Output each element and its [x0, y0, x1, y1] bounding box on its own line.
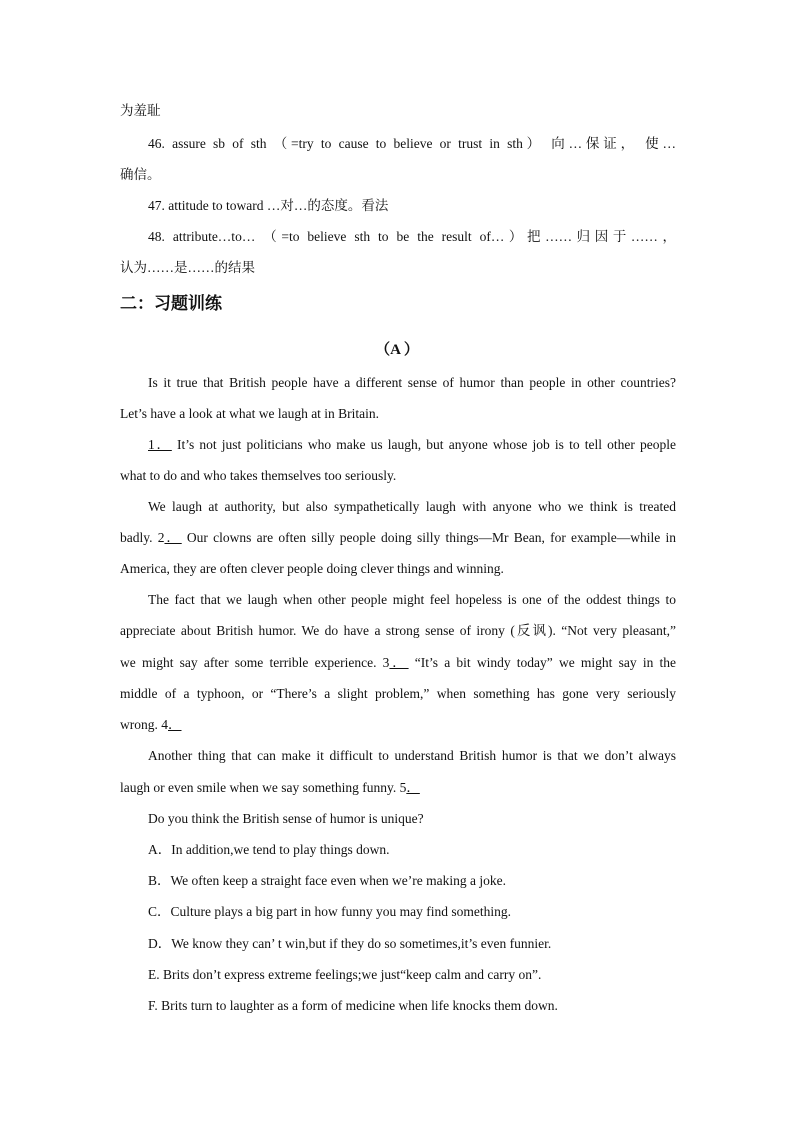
option-d: D．We know they can’ t win,but if they do so sometimes,it’s even funnier.: [148, 936, 552, 951]
passage-p6: Do you think the British sense of humor is unique?: [148, 811, 424, 826]
passage-p5-line2: [120, 778, 676, 798]
passage-p1-line1: Is it true that British people have a different sense of humor than people in other countries?: [148, 375, 676, 390]
passage-p4-line3: [120, 653, 676, 673]
option-f: F. Brits turn to laughter as a form of medicine when life knocks them down.: [148, 998, 558, 1013]
passage-p3-line1: We laugh at authority, but also sympathetically laugh with anyone who we think is treated: [148, 499, 676, 514]
vocab-item-46: 46. assure sb of sth （=try to cause to believe or trust in sth） 向…保证， 使…: [148, 136, 676, 151]
passage-text: “It’s a bit windy today” we might say in the: [408, 655, 677, 670]
vocab-item-48: 48. attribute…to… （=to believe sth to be the result of…）把……归因于……，: [148, 229, 676, 244]
blank-4[interactable]: ．: [168, 717, 182, 732]
passage-title: （A ）: [375, 342, 419, 358]
passage-p3-line2: [120, 528, 676, 548]
passage-p4-line4: middle of a typhoon, or “There’s a slight problem,” when something has gone very seriously: [120, 686, 676, 701]
passage-p2-line1: [148, 435, 676, 455]
option-c: C．Culture plays a big part in how funny you may find something.: [148, 904, 511, 919]
passage-p4-line1: The fact that we laugh when other people might feel hopeless is one of the oddest things to: [148, 592, 676, 607]
vocab-item-48-cont: 认为……是……的结果: [120, 260, 255, 275]
blank-2[interactable]: ．: [164, 530, 182, 545]
vocab-item-47: 47. attitude to toward …对…的态度。看法: [148, 198, 389, 213]
passage-text: we might say after some terrible experience. 3: [120, 655, 390, 670]
blank-5[interactable]: ．: [406, 780, 420, 795]
section-heading: 二：习题训练: [120, 294, 222, 314]
passage-text: Our clowns are often silly people doing silly things—Mr Bean, for example—while in: [181, 530, 676, 545]
passage-p5-line1: Another thing that can make it difficult to understand British humor is that we don’t always: [148, 748, 676, 763]
passage-p2-line2: what to do and who takes themselves too seriously.: [120, 468, 397, 483]
vocab-item-46-cont: 确信。: [120, 167, 161, 182]
passage-p4-line2: appreciate about British humor. We do have a strong sense of irony (反讽). “Not very pleasant,”: [120, 623, 676, 638]
vocab-line-continuation: 为羞耻: [120, 103, 161, 118]
passage-p4-line5: [120, 715, 676, 735]
option-a: A．In addition,we tend to play things down.: [148, 842, 390, 857]
blank-3[interactable]: ．: [389, 655, 409, 670]
passage-p3-line3: America, they are often clever people doing clever things and winning.: [120, 561, 504, 576]
passage-text: laugh or even smile when we say something funny. 5: [120, 780, 407, 795]
blank-1[interactable]: 1．: [148, 437, 172, 452]
passage-text: wrong. 4: [120, 717, 168, 732]
passage-p1-line2: Let’s have a look at what we laugh at in Britain.: [120, 406, 380, 421]
option-b: B．We often keep a straight face even when we’re making a joke.: [148, 873, 507, 888]
passage-text: badly. 2: [120, 530, 165, 545]
passage-text: It’s not just politicians who make us laugh, but anyone whose job is to tell other people: [171, 437, 676, 452]
option-e: E. Brits don’t express extreme feelings;we just“keep calm and carry on”.: [148, 967, 542, 982]
